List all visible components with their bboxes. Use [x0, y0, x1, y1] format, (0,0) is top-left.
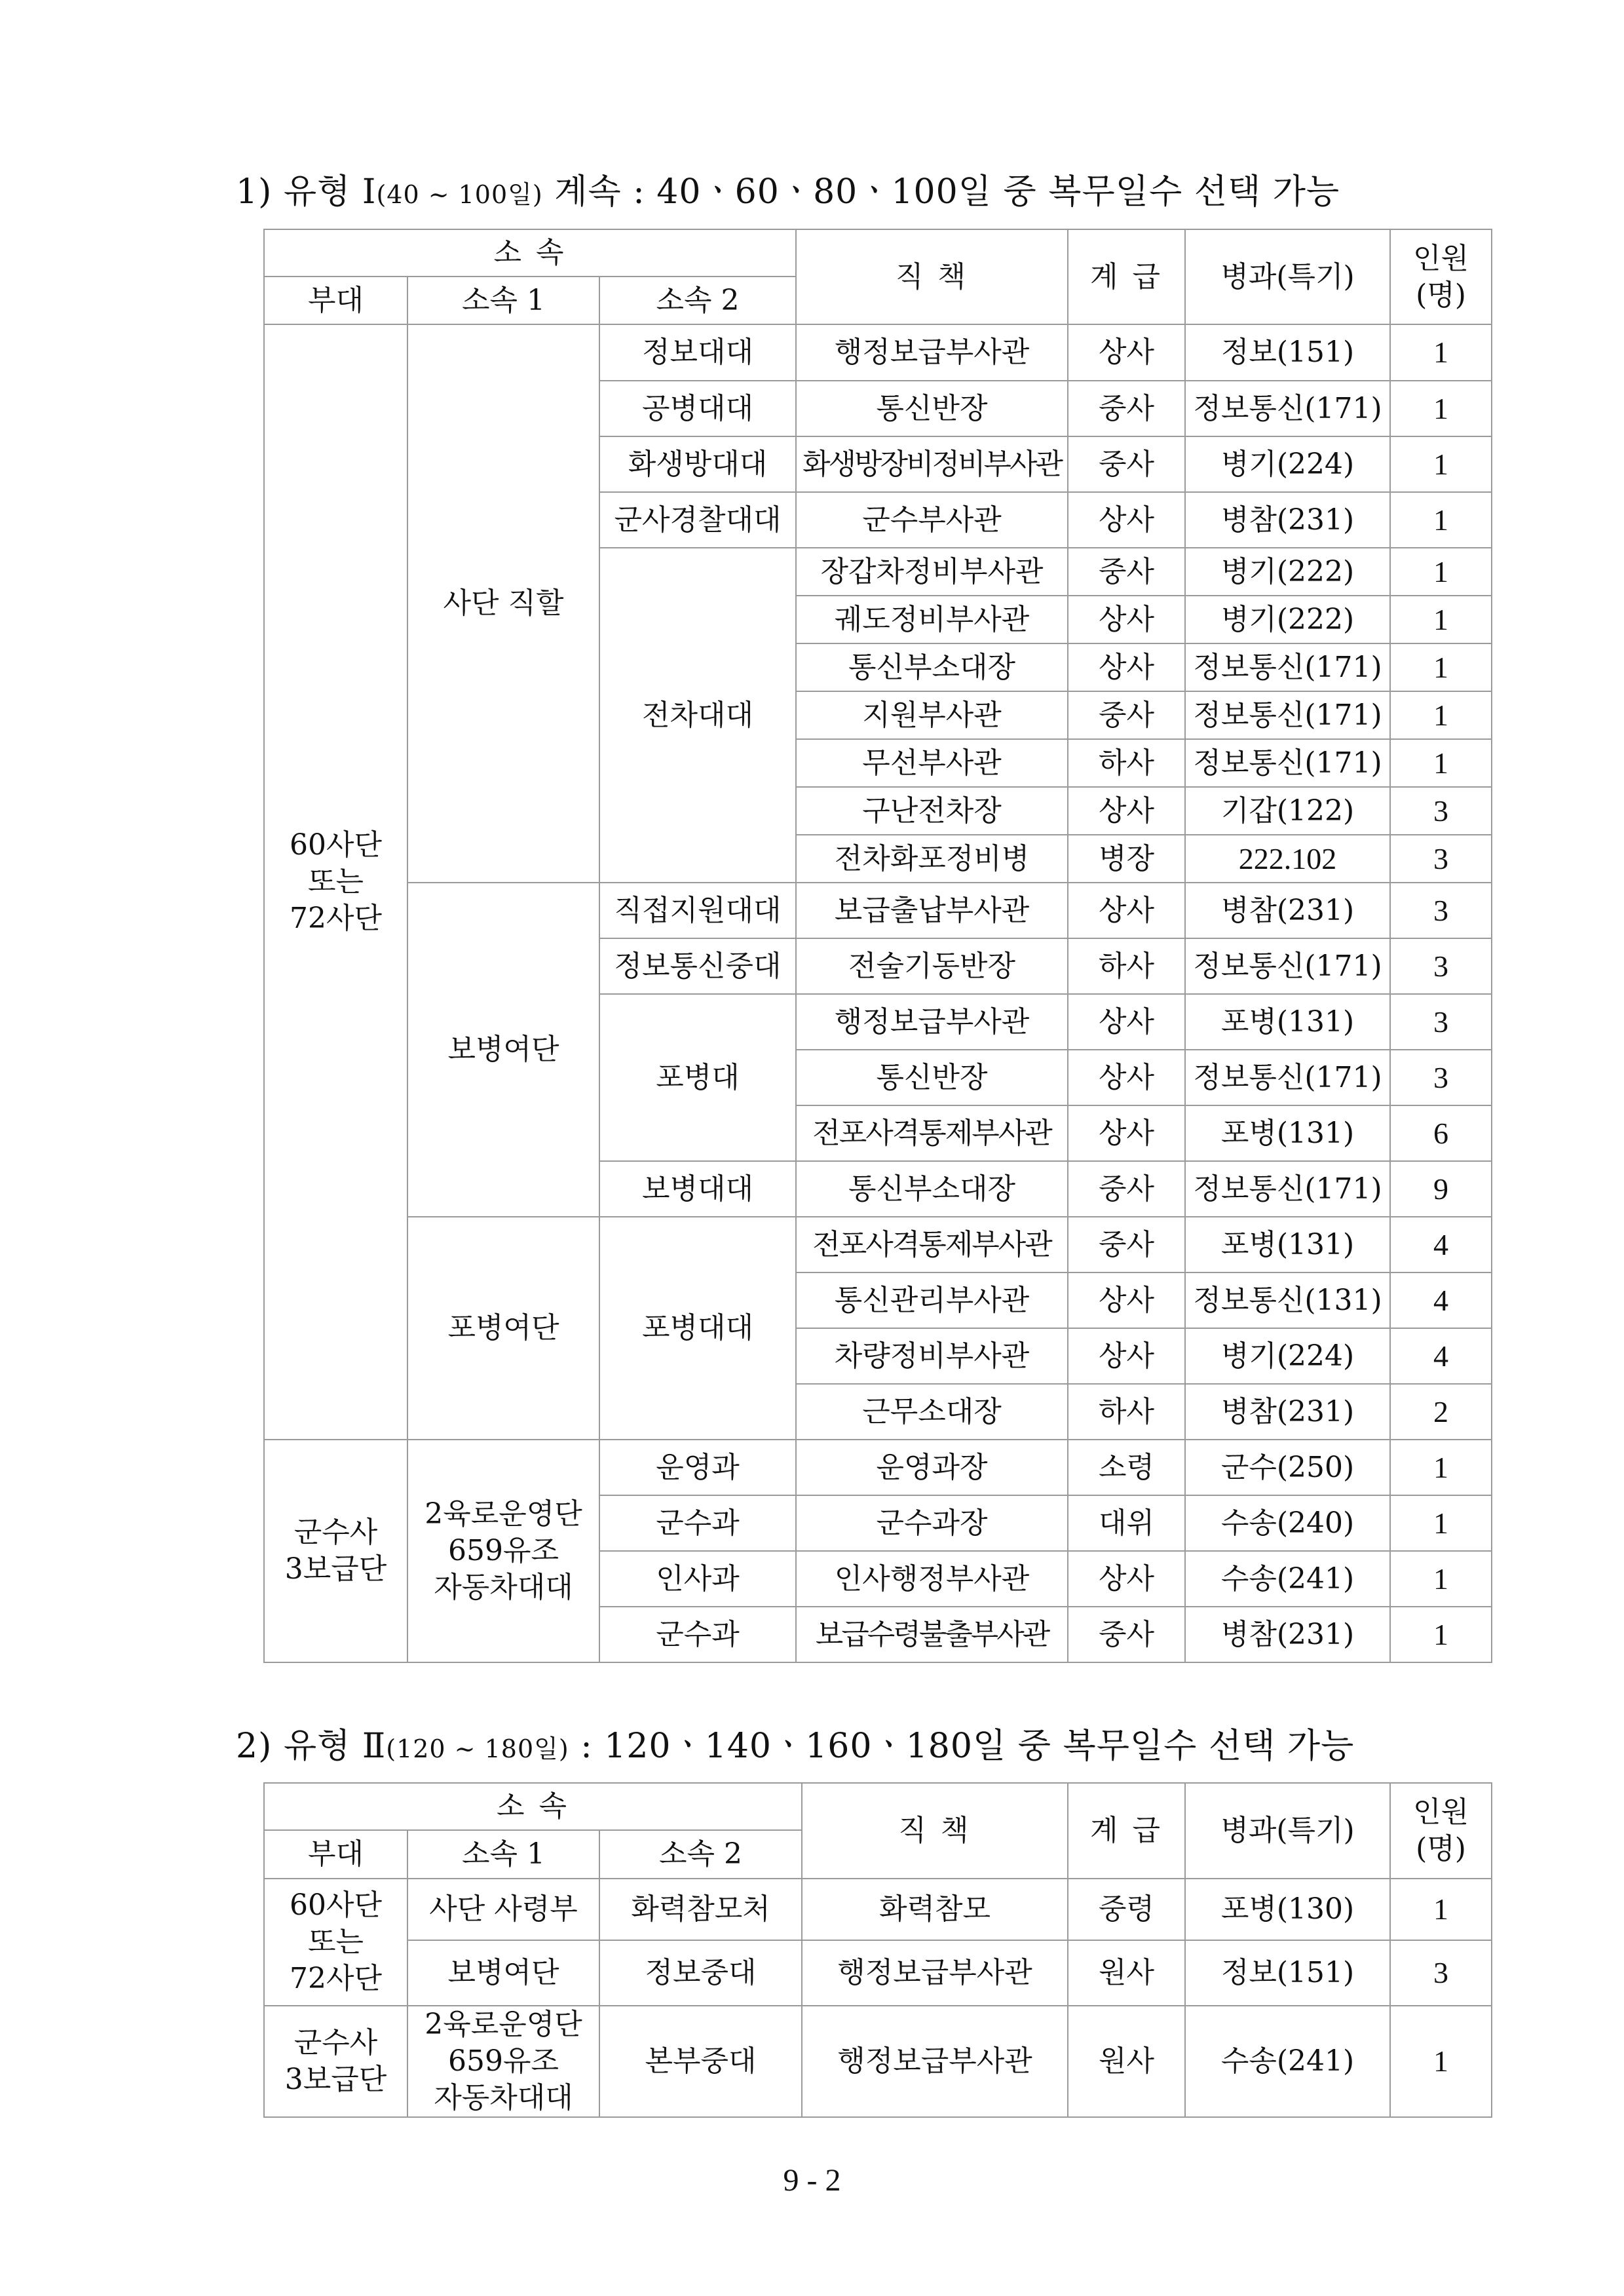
branch-cell: 정보통신(171) [1185, 1161, 1390, 1217]
branch-cell: 수송(240) [1185, 1495, 1390, 1551]
rank-cell: 중사 [1068, 1161, 1185, 1217]
duty-cell: 통신반장 [796, 1050, 1068, 1105]
table-row [264, 1879, 1492, 1940]
duty-cell: 운영과장 [796, 1440, 1068, 1495]
table-row [264, 1940, 1492, 2006]
rank-cell: 상사 [1068, 596, 1185, 643]
duty-cell: 무선부사관 [796, 739, 1068, 787]
duty-cell: 보급수령불출부사관 [796, 1607, 1068, 1662]
branch-cell: 정보(151) [1185, 324, 1390, 381]
count-cell: 1 [1390, 1495, 1492, 1551]
count-cell: 1 [1390, 643, 1492, 691]
duty-cell: 군수부사관 [796, 492, 1068, 548]
sub1-cell: 보병여단 [407, 883, 599, 1217]
branch-cell: 포병(131) [1185, 1105, 1390, 1161]
duty-cell: 전차화포정비병 [796, 835, 1068, 883]
rank-cell: 상사 [1068, 1551, 1185, 1607]
count-cell: 1 [1390, 1879, 1492, 1940]
header-branch: 병과(특기) [1185, 1783, 1390, 1879]
duty-cell: 구난전차장 [796, 787, 1068, 835]
count-cell: 3 [1390, 1050, 1492, 1105]
duty-cell: 인사행정부사관 [796, 1551, 1068, 1607]
sub2-cell: 화생방대대 [599, 436, 796, 492]
page-number: 9 - 2 [783, 2163, 841, 2198]
header-duty: 직 책 [802, 1783, 1068, 1879]
branch-cell: 병참(231) [1185, 883, 1390, 938]
rank-cell: 중사 [1068, 1217, 1185, 1272]
rank-cell: 상사 [1068, 492, 1185, 548]
branch-cell: 정보통신(171) [1185, 381, 1390, 436]
duty-cell: 통신부소대장 [796, 1161, 1068, 1217]
header-affiliation: 소 속 [264, 1783, 802, 1830]
section-2-table [263, 1782, 1492, 2118]
rank-cell: 원사 [1068, 2006, 1185, 2117]
duty-cell: 전술기동반장 [796, 938, 1068, 994]
rank-cell: 상사 [1068, 1272, 1185, 1328]
rank-cell: 중사 [1068, 381, 1185, 436]
count-cell: 3 [1390, 835, 1492, 883]
sub2-cell: 전차대대 [599, 548, 796, 883]
branch-cell: 병참(231) [1185, 492, 1390, 548]
rank-cell: 상사 [1068, 994, 1185, 1050]
table-header-row [264, 1783, 1492, 1830]
table-row [264, 324, 1492, 381]
duty-cell: 장갑차정비부사관 [796, 548, 1068, 596]
count-cell: 4 [1390, 1272, 1492, 1328]
sub1-cell: 사단 사령부 [407, 1879, 599, 1940]
section-2-label: 유형 Ⅱ [283, 1727, 387, 1766]
rank-cell: 중사 [1068, 691, 1185, 739]
rank-cell: 중사 [1068, 548, 1185, 596]
branch-cell: 기갑(122) [1185, 787, 1390, 835]
rank-cell: 중사 [1068, 436, 1185, 492]
section-1-number: 1) [236, 172, 273, 212]
header-headcount: 인원 (명) [1390, 229, 1492, 324]
branch-cell: 병참(231) [1185, 1607, 1390, 1662]
branch-cell: 정보통신(171) [1185, 691, 1390, 739]
count-cell: 2 [1390, 1384, 1492, 1440]
count-cell: 1 [1390, 1551, 1492, 1607]
rank-cell: 상사 [1068, 1050, 1185, 1105]
count-cell: 1 [1390, 381, 1492, 436]
count-cell: 3 [1390, 1940, 1492, 2006]
duty-cell: 통신반장 [796, 381, 1068, 436]
sub2-cell: 군수과 [599, 1495, 796, 1551]
sub2-cell: 포병대 [599, 994, 796, 1161]
header-sub2: 소속 2 [599, 1830, 802, 1879]
branch-cell: 병기(224) [1185, 436, 1390, 492]
branch-cell: 병기(224) [1185, 1328, 1390, 1384]
branch-cell: 병참(231) [1185, 1384, 1390, 1440]
section-2-heading [236, 1723, 1354, 1772]
sub2-cell: 공병대대 [599, 381, 796, 436]
rank-cell: 하사 [1068, 739, 1185, 787]
count-cell: 1 [1390, 596, 1492, 643]
rank-cell: 상사 [1068, 643, 1185, 691]
sub2-cell: 보병대대 [599, 1161, 796, 1217]
duty-cell: 지원부사관 [796, 691, 1068, 739]
count-cell: 1 [1390, 548, 1492, 596]
duty-cell: 통신관리부사관 [796, 1272, 1068, 1328]
sub2-cell: 군사경찰대대 [599, 492, 796, 548]
branch-cell: 포병(130) [1185, 1879, 1390, 1940]
section-1-text: 계속 : 40ㆍ60ㆍ80ㆍ100일 중 복무일수 선택 가능 [554, 172, 1340, 212]
duty-cell: 행정보급부사관 [796, 324, 1068, 381]
branch-cell: 군수(250) [1185, 1440, 1390, 1495]
header-rank: 계 급 [1068, 229, 1185, 324]
branch-cell: 병기(222) [1185, 596, 1390, 643]
table-row [264, 2006, 1492, 2117]
count-cell: 3 [1390, 883, 1492, 938]
section-2-number: 2) [236, 1727, 273, 1766]
count-cell: 3 [1390, 994, 1492, 1050]
duty-cell: 전포사격통제부사관 [796, 1217, 1068, 1272]
rank-cell: 상사 [1068, 1328, 1185, 1384]
count-cell: 1 [1390, 691, 1492, 739]
branch-cell: 포병(131) [1185, 994, 1390, 1050]
count-cell: 3 [1390, 938, 1492, 994]
header-duty: 직 책 [796, 229, 1068, 324]
header-headcount: 인원 (명) [1390, 1783, 1492, 1879]
table-row [264, 1440, 1492, 1495]
rank-cell: 중령 [1068, 1879, 1185, 1940]
table-header-row [264, 229, 1492, 277]
rank-cell: 소령 [1068, 1440, 1185, 1495]
table-row [264, 883, 1492, 938]
rank-cell: 하사 [1068, 938, 1185, 994]
sub2-cell: 직접지원대대 [599, 883, 796, 938]
header-unit: 부대 [264, 277, 407, 324]
count-cell: 4 [1390, 1217, 1492, 1272]
duty-cell: 차량정비부사관 [796, 1328, 1068, 1384]
count-cell: 1 [1390, 492, 1492, 548]
header-affiliation: 소 속 [264, 229, 796, 277]
branch-cell: 정보통신(171) [1185, 938, 1390, 994]
header-sub1: 소속 1 [407, 1830, 599, 1879]
sub1-cell: 보병여단 [407, 1940, 599, 2006]
count-cell: 1 [1390, 739, 1492, 787]
count-cell: 1 [1390, 1607, 1492, 1662]
sub2-cell: 본부중대 [599, 2006, 802, 2117]
branch-cell: 222.102 [1185, 835, 1390, 883]
count-cell: 9 [1390, 1161, 1492, 1217]
rank-cell: 상사 [1068, 883, 1185, 938]
sub1-cell: 포병여단 [407, 1217, 599, 1440]
sub2-cell: 정보통신중대 [599, 938, 796, 994]
count-cell: 1 [1390, 2006, 1492, 2117]
sub2-cell: 인사과 [599, 1551, 796, 1607]
duty-cell: 보급출납부사관 [796, 883, 1068, 938]
duty-cell: 궤도정비부사관 [796, 596, 1068, 643]
sub2-cell: 화력참모처 [599, 1879, 802, 1940]
rank-cell: 상사 [1068, 324, 1185, 381]
section-2-range: (120 ~ 180일) [386, 1734, 569, 1763]
branch-cell: 정보(151) [1185, 1940, 1390, 2006]
count-cell: 6 [1390, 1105, 1492, 1161]
rank-cell: 상사 [1068, 787, 1185, 835]
rank-cell: 원사 [1068, 1940, 1185, 2006]
sub2-cell: 정보대대 [599, 324, 796, 381]
count-cell: 1 [1390, 1440, 1492, 1495]
duty-cell: 근무소대장 [796, 1384, 1068, 1440]
duty-cell: 통신부소대장 [796, 643, 1068, 691]
branch-cell: 정보통신(171) [1185, 1050, 1390, 1105]
branch-cell: 정보통신(171) [1185, 739, 1390, 787]
count-cell: 4 [1390, 1328, 1492, 1384]
unit-cell: 60사단 또는 72사단 [264, 1879, 407, 2006]
count-cell: 1 [1390, 324, 1492, 381]
section-1-label: 유형 Ⅰ [283, 172, 377, 212]
sub2-cell: 정보중대 [599, 1940, 802, 2006]
branch-cell: 수송(241) [1185, 1551, 1390, 1607]
sub1-cell: 2육로운영단 659유조 자동차대대 [407, 2006, 599, 2117]
branch-cell: 정보통신(131) [1185, 1272, 1390, 1328]
section-1-table [263, 229, 1492, 1663]
count-cell: 3 [1390, 787, 1492, 835]
header-branch: 병과(특기) [1185, 229, 1390, 324]
rank-cell: 하사 [1068, 1384, 1185, 1440]
branch-cell: 병기(222) [1185, 548, 1390, 596]
header-sub2: 소속 2 [599, 277, 796, 324]
duty-cell: 화력참모 [802, 1879, 1068, 1940]
branch-cell: 수송(241) [1185, 2006, 1390, 2117]
rank-cell: 상사 [1068, 1105, 1185, 1161]
duty-cell: 전포사격통제부사관 [796, 1105, 1068, 1161]
branch-cell: 정보통신(171) [1185, 643, 1390, 691]
sub2-cell: 운영과 [599, 1440, 796, 1495]
duty-cell: 군수과장 [796, 1495, 1068, 1551]
section-1-range: (40 ~ 100일) [376, 180, 543, 209]
section-1-heading [236, 169, 1340, 218]
section-2-text: : 120ㆍ140ㆍ160ㆍ180일 중 복무일수 선택 가능 [580, 1727, 1355, 1766]
duty-cell: 행정보급부사관 [796, 994, 1068, 1050]
unit-cell: 60사단 또는 72사단 [264, 324, 407, 1440]
sub2-cell: 포병대대 [599, 1217, 796, 1440]
sub1-cell: 사단 직할 [407, 324, 599, 883]
count-cell: 1 [1390, 436, 1492, 492]
unit-cell: 군수사 3보급단 [264, 1440, 407, 1662]
header-sub1: 소속 1 [407, 277, 599, 324]
table-row [264, 1217, 1492, 1272]
unit-cell: 군수사 3보급단 [264, 2006, 407, 2117]
header-rank: 계 급 [1068, 1783, 1185, 1879]
duty-cell: 행정보급부사관 [802, 1940, 1068, 2006]
header-unit: 부대 [264, 1830, 407, 1879]
duty-cell: 행정보급부사관 [802, 2006, 1068, 2117]
duty-cell: 화생방장비정비부사관 [796, 436, 1068, 492]
rank-cell: 대위 [1068, 1495, 1185, 1551]
rank-cell: 병장 [1068, 835, 1185, 883]
sub1-cell: 2육로운영단 659유조 자동차대대 [407, 1440, 599, 1662]
branch-cell: 포병(131) [1185, 1217, 1390, 1272]
rank-cell: 중사 [1068, 1607, 1185, 1662]
sub2-cell: 군수과 [599, 1607, 796, 1662]
